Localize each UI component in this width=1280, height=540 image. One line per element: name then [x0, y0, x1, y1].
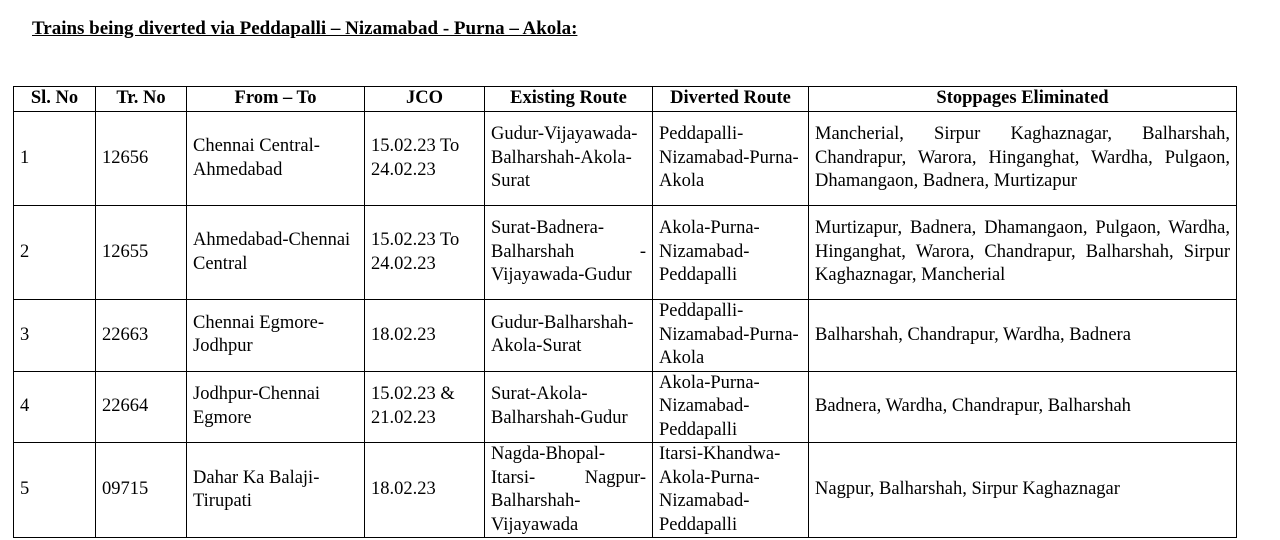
cell-existing-route: Nagda-Bhopal-Itarsi- Nagpur-Balharshah-Vijayawada [485, 443, 653, 538]
diversion-table [13, 86, 1237, 538]
cell-stoppages-eliminated: Badnera, Wardha, Chandrapur, Balharshah [809, 371, 1237, 443]
header-jco: JCO [365, 87, 485, 112]
cell-train-no: 12655 [96, 206, 187, 300]
cell-existing-route: Surat-Badnera-Balharshah - Vijayawada-Gudur [485, 206, 653, 300]
table-row [14, 300, 1237, 372]
table-row [14, 112, 1237, 206]
header-stoppages-eliminated: Stoppages Eliminated [809, 87, 1237, 112]
header-sl-no: Sl. No [14, 87, 96, 112]
cell-stoppages-eliminated: Balharshah, Chandrapur, Wardha, Badnera [809, 300, 1237, 372]
table-row [14, 443, 1237, 538]
cell-train-no: 12656 [96, 112, 187, 206]
cell-diverted-route: Akola-Purna-Nizamabad-Peddapalli [653, 371, 809, 443]
header-diverted-route: Diverted Route [653, 87, 809, 112]
cell-diverted-route: Akola-Purna-Nizamabad-Peddapalli [653, 206, 809, 300]
header-from-to: From – To [187, 87, 365, 112]
cell-stoppages-eliminated: Murtizapur, Badnera, Dhamangaon, Pulgaon, Wardha, Hinganghat, Warora, Chandrapur, Balharshah, Sirpur Kaghaznagar, Mancherial [809, 206, 1237, 300]
cell-sl-no: 1 [14, 112, 96, 206]
cell-jco: 15.02.23 & 21.02.23 [365, 371, 485, 443]
cell-from-to: Dahar Ka Balaji-Tirupati [187, 443, 365, 538]
cell-jco: 15.02.23 To 24.02.23 [365, 112, 485, 206]
cell-from-to: Ahmedabad-Chennai Central [187, 206, 365, 300]
cell-sl-no: 4 [14, 371, 96, 443]
header-row [14, 87, 1237, 112]
cell-jco: 18.02.23 [365, 300, 485, 372]
table-row [14, 206, 1237, 300]
cell-stoppages-eliminated: Nagpur, Balharshah, Sirpur Kaghaznagar [809, 443, 1237, 538]
table-row [14, 371, 1237, 443]
cell-jco: 18.02.23 [365, 443, 485, 538]
cell-from-to: Chennai Egmore-Jodhpur [187, 300, 365, 372]
page-title: Trains being diverted via Peddapalli – Nizamabad - Purna – Akola: [32, 18, 578, 39]
cell-diverted-route: Peddapalli-Nizamabad-Purna-Akola [653, 300, 809, 372]
cell-existing-route: Gudur-Vijayawada-Balharshah-Akola-Surat [485, 112, 653, 206]
header-train-no: Tr. No [96, 87, 187, 112]
cell-train-no: 22663 [96, 300, 187, 372]
cell-existing-route: Surat-Akola-Balharshah-Gudur [485, 371, 653, 443]
cell-from-to: Jodhpur-Chennai Egmore [187, 371, 365, 443]
cell-stoppages-eliminated: Mancherial, Sirpur Kaghaznagar, Balharshah, Chandrapur, Warora, Hinganghat, Wardha, Pulgaon, Dhamangaon, Badnera, Murtizapur [809, 112, 1237, 206]
cell-diverted-route: Itarsi-Khandwa-Akola-Purna-Nizamabad-Peddapalli [653, 443, 809, 538]
cell-sl-no: 2 [14, 206, 96, 300]
cell-diverted-route: Peddapalli-Nizamabad-Purna-Akola [653, 112, 809, 206]
header-existing-route: Existing Route [485, 87, 653, 112]
cell-jco: 15.02.23 To 24.02.23 [365, 206, 485, 300]
cell-sl-no: 5 [14, 443, 96, 538]
cell-train-no: 22664 [96, 371, 187, 443]
cell-from-to: Chennai Central-Ahmedabad [187, 112, 365, 206]
cell-existing-route: Gudur-Balharshah-Akola-Surat [485, 300, 653, 372]
cell-train-no: 09715 [96, 443, 187, 538]
cell-sl-no: 3 [14, 300, 96, 372]
